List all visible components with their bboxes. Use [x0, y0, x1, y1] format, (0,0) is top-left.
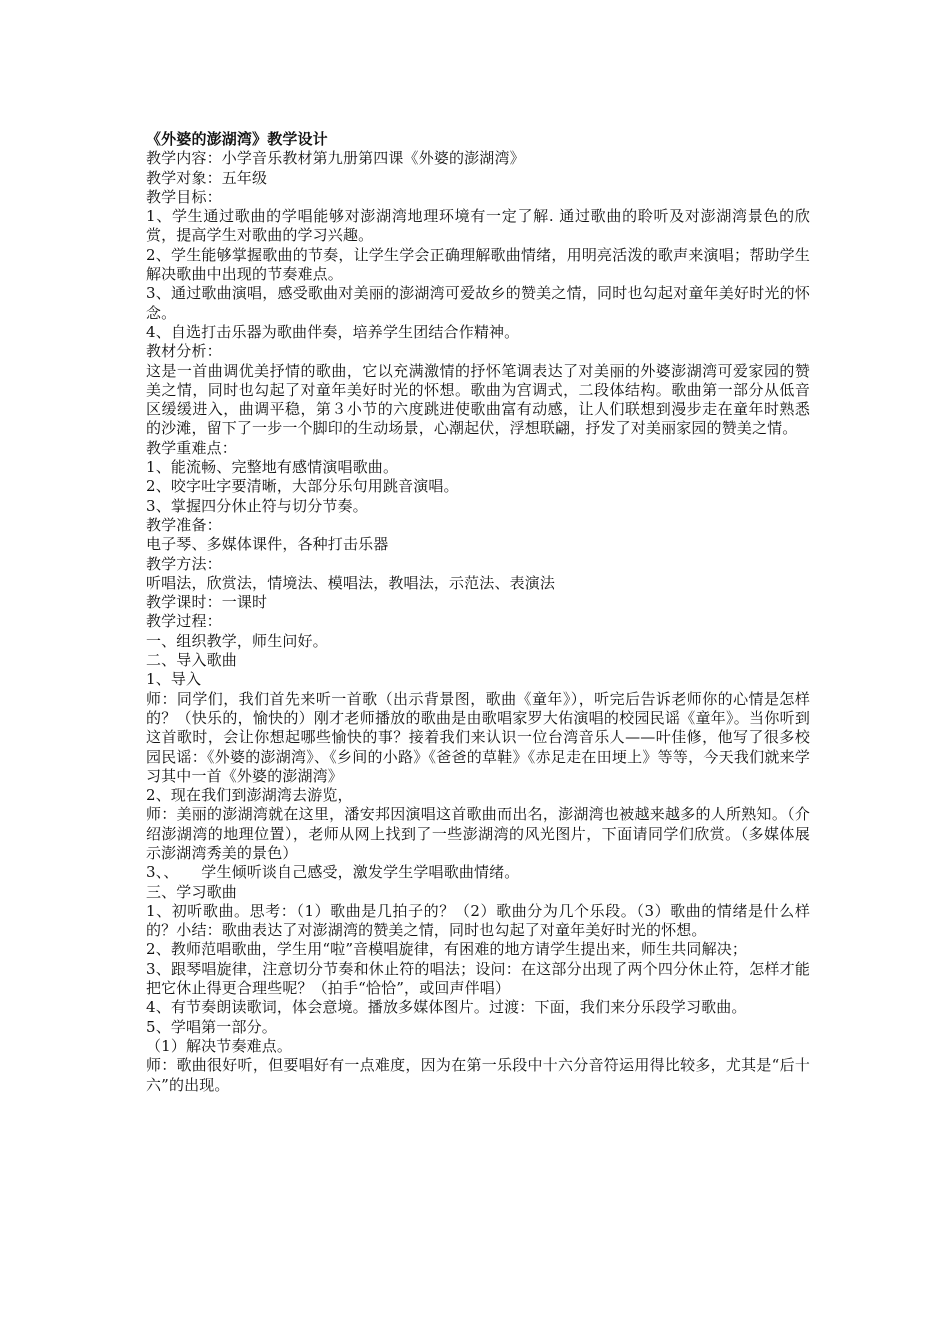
text-line: 1、导入 — [146, 670, 202, 689]
text-line: 1、学生通过歌曲的学唱能够对澎湖湾地理环境有一定了解. 通过歌曲的聆听及对澎湖湾景色的欣赏，提高学生对歌曲的学习兴趣。 — [146, 207, 810, 245]
text-line: 2、现在我们到澎湖湾去游览， — [146, 786, 353, 805]
section-heading: 教材分析： — [146, 342, 222, 361]
document-title: 《外婆的澎湖湾》教学设计 — [146, 130, 328, 148]
text-line: 教学内容：小学音乐教材第九册第四课《外婆的澎湖湾》 — [146, 149, 525, 168]
text-paragraph: 1、初听歌曲。思考：（1）歌曲是几拍子的？（2）歌曲分为几个乐段。（3）歌曲的情绪是什么样的？小结：歌曲表达了对澎湖湾的赞美之情，同时也勾起了对童年美好时光的怀想。 — [146, 901, 810, 940]
section-heading: 教学方法： — [146, 554, 222, 573]
text-line: 一、组织教学，师生问好。 — [146, 631, 328, 650]
text-line: 2、咬字吐字要清晰，大部分乐句用跳音演唱。 — [146, 477, 459, 496]
text-paragraph: 3、跟琴唱旋律，注意切分节奏和休止符的唱法；设问：在这部分出现了两个四分休止符，怎样才能把它休止得更合理些呢？（拍手“恰恰”，或回声伴唱） — [146, 959, 810, 998]
text-line: 2、学生能够掌握歌曲的节奏，让学生学会正确理解歌曲情绪，用明亮活泼的歌声来演唱；帮助学生解决歌曲中出现的节奏难点。 — [146, 245, 810, 284]
text-line: 二、导入歌曲 — [146, 651, 237, 670]
section-heading: 教学目标： — [146, 187, 222, 206]
text-line: 3、、 学生倾听谈自己感受，激发学生学唱歌曲情绪。 — [146, 863, 520, 882]
text-line: 教学对象：五年级 — [146, 168, 268, 187]
section-heading: 教学重难点： — [146, 438, 237, 457]
document-body — [146, 130, 810, 1095]
text-paragraph: 2、教师范唱歌曲，学生用“啦”音模唱旋律，有困难的地方请学生提出来，师生共同解决； — [146, 940, 748, 959]
text-line: 三、学习歌曲 — [146, 882, 237, 901]
text-line: 3、掌握四分休止符与切分节奏。 — [146, 496, 368, 515]
section-heading: 教学准备： — [146, 515, 222, 534]
text-line: 5、学唱第一部分。 — [146, 1017, 277, 1036]
text-line: 1、能流畅、完整地有感情演唱歌曲。 — [146, 458, 399, 477]
text-paragraph: 师：同学们，我们首先来听一首歌（出示背景图，歌曲《童年》），听完后告诉老师你的心情是怎样的？（快乐的，愉快的）刚才老师播放的歌曲是由歌唱家罗大佑演唱的校园民谣《童年》。当你听到这首歌时，会让你想起哪些愉快的事？接着我们来认识一位台湾音乐人——叶佳修，他写了很多校园民谣：《外婆的澎湖湾》、《乡间的小路》《爸爸的草鞋》《赤足走在田埂上》等等，今天我们就来学习其中一首《外婆的澎湖湾》 — [146, 689, 810, 785]
text-line: 电子琴、多媒体课件，各种打击乐器 — [146, 535, 389, 554]
text-paragraph: 师：歌曲很好听，但要唱好有一点难度，因为在第一乐段中十六分音符运用得比较多，尤其是“后十六”的出现。 — [146, 1056, 810, 1094]
text-line: （1）解决节奏难点。 — [146, 1036, 293, 1055]
text-paragraph: 师：美丽的澎湖湾就在这里，潘安邦因演唱这首歌曲而出名，澎湖湾也被越来越多的人所熟知。（介绍澎湖湾的地理位置），老师从网上找到了一些澎湖湾的风光图片，下面请同学们欣赏。（多媒体展示澎湖湾秀美的景色） — [146, 805, 810, 862]
section-heading: 教学过程： — [146, 612, 222, 631]
text-paragraph: 4、有节奏朗读歌词，体会意境。播放多媒体图片。过渡：下面，我们来分乐段学习歌曲。 — [146, 998, 747, 1017]
text-line: 教学课时：一课时 — [146, 593, 268, 612]
text-line: 听唱法，欣赏法，情境法、模唱法，教唱法，示范法、表演法 — [146, 573, 556, 592]
text-line: 3、通过歌曲演唱，感受歌曲对美丽的澎湖湾可爱故乡的赞美之情，同时也勾起对童年美好时光的怀念。 — [146, 284, 810, 322]
text-line: 4、自选打击乐器为歌曲伴奏，培养学生团结合作精神。 — [146, 322, 520, 341]
text-paragraph: 这是一首曲调优美抒情的歌曲，它以充满激情的抒怀笔调表达了对美丽的外婆澎湖湾可爱家园的赞美之情，同时也勾起了对童年美好时光的怀想。歌曲为宫调式，二段体结构。歌曲第一部分从低音区缓缓进入，曲调平稳，第３小节的六度跳进使歌曲富有动感，让人们联想到漫步走在童年时熟悉的沙滩，留下了一步一个脚印的生动场景，心潮起伏，浮想联翩，抒发了对美丽家园的赞美之情。 — [146, 361, 810, 438]
